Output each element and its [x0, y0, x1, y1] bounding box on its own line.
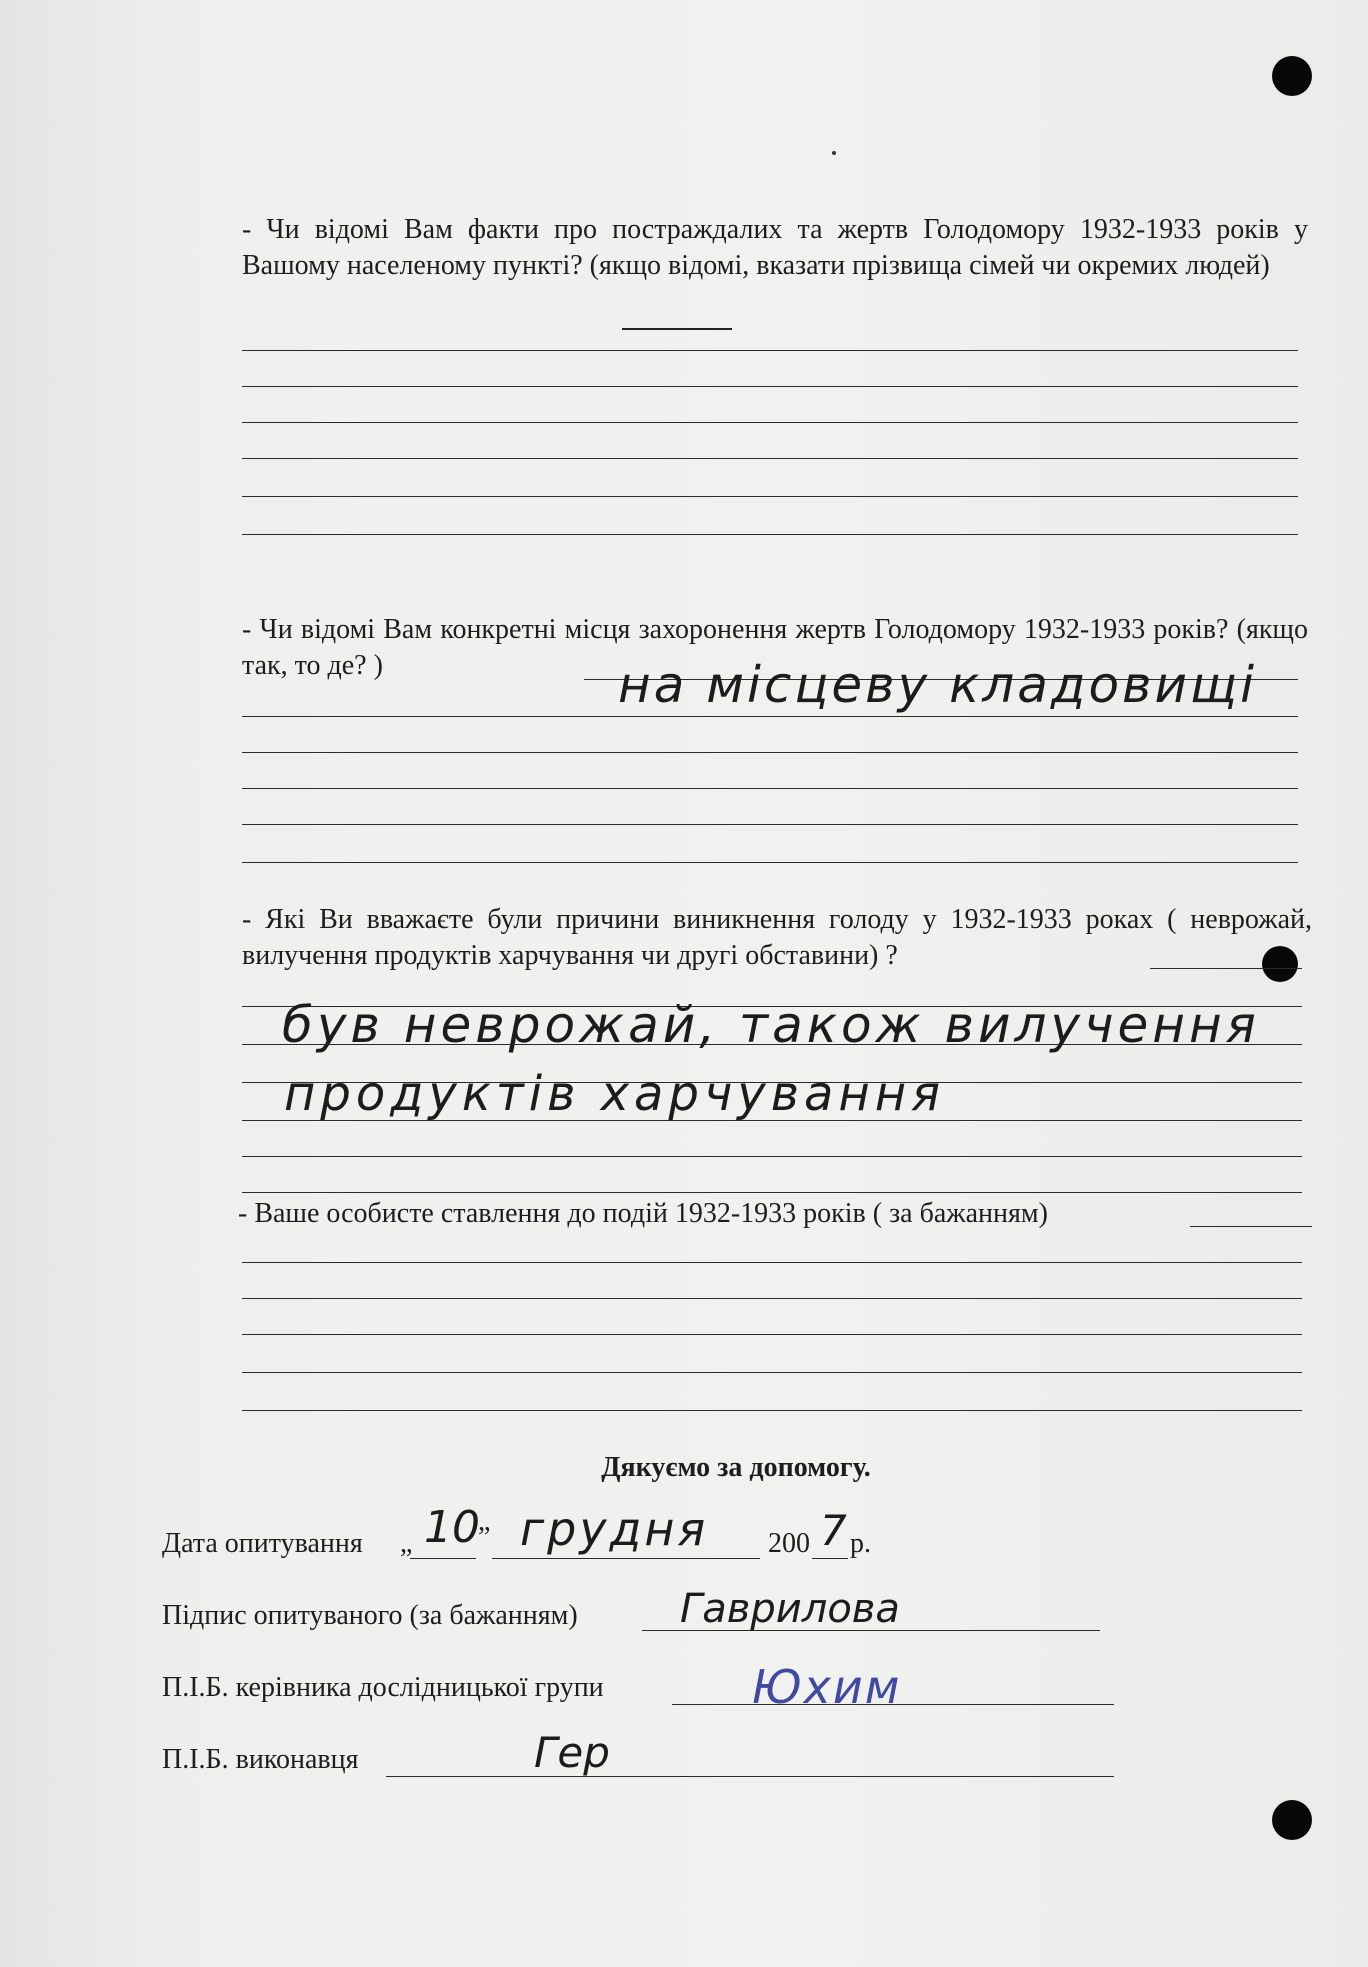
executor-signature-handwritten: Гер: [534, 1728, 610, 1777]
respondent-signature-handwritten: Гаврилова: [680, 1586, 900, 1632]
date-day-line: [410, 1558, 476, 1559]
punch-hole-top: [1272, 56, 1312, 96]
signature-label: Підпис опитуваного (за бажанням): [162, 1600, 578, 1631]
question-4-text: - Ваше особисте ставлення до подій 1932-1933 років ( за бажанням): [238, 1198, 1048, 1229]
answer-line: [242, 1120, 1302, 1121]
question-2-handwritten-answer: на місцеву кладовищі: [618, 656, 1257, 714]
question-1-text: - Чи відомі Вам факти про постраждалих та жертв Голодомору 1932-1933 років у Вашому населеному пункті? (якщо відомі, вказати прізвища сімей чи окремих людей): [242, 214, 1308, 281]
thanks-heading: Дякуємо за допомогу.: [601, 1452, 871, 1483]
question-3-text: - Які Ви вважаєте були причини виникнення голоду у 1932-1933 роках ( неврожай, вилучення продуктів харчування чи другі обставини) ?: [242, 904, 1312, 971]
question-3-handwritten-answer-line-2: продуктів харчування: [284, 1066, 946, 1122]
answer-line: [1150, 968, 1302, 969]
answer-line: [242, 1410, 1302, 1411]
date-open-quote: „: [400, 1528, 413, 1559]
question-3-handwritten-answer-line-1: був неврожай, також вилучення: [282, 996, 1260, 1054]
answer-line: [242, 788, 1298, 789]
answer-line: [242, 1044, 1302, 1045]
answer-line: [242, 1372, 1302, 1373]
answer-line: [242, 1156, 1302, 1157]
answer-line: [242, 496, 1298, 497]
answer-line: [242, 862, 1298, 863]
year-line: [812, 1558, 848, 1559]
date-close-quote: ”: [478, 1522, 491, 1553]
answer-line: [242, 716, 1298, 717]
answer-line: [242, 1334, 1302, 1335]
executor-label: П.І.Б. виконавця: [162, 1744, 359, 1775]
date-month-handwritten: грудня: [520, 1502, 709, 1556]
year-suffix: р.: [850, 1528, 871, 1559]
punch-hole-bottom: [1272, 1800, 1312, 1840]
question-1-dash-mark: [622, 328, 732, 330]
year-digit-handwritten: 7: [820, 1506, 847, 1555]
answer-line: [242, 422, 1298, 423]
answer-line: [242, 1298, 1302, 1299]
answer-line: [242, 386, 1298, 387]
question-2-text: - Чи відомі Вам конкретні місця захоронення жертв Голодомору 1932-1933 років? (якщо так, то де? ): [242, 614, 1308, 681]
date-day-handwritten: 10: [424, 1502, 480, 1553]
answer-line: [242, 350, 1298, 351]
answer-line: [242, 1262, 1302, 1263]
year-prefix: 200: [768, 1528, 810, 1559]
date-label: Дата опитування: [162, 1528, 363, 1559]
answer-line: [242, 458, 1298, 459]
answer-line: [1190, 1226, 1312, 1227]
ink-speck: [832, 151, 836, 155]
answer-line: [242, 1192, 1302, 1193]
leader-signature-handwritten: Юхим: [752, 1660, 902, 1714]
answer-line: [242, 824, 1298, 825]
executor-line: [386, 1776, 1114, 1777]
answer-line: [242, 534, 1298, 535]
answer-line: [242, 752, 1298, 753]
leader-label: П.І.Б. керівника дослідницької групи: [162, 1672, 604, 1703]
date-month-line: [492, 1558, 760, 1559]
